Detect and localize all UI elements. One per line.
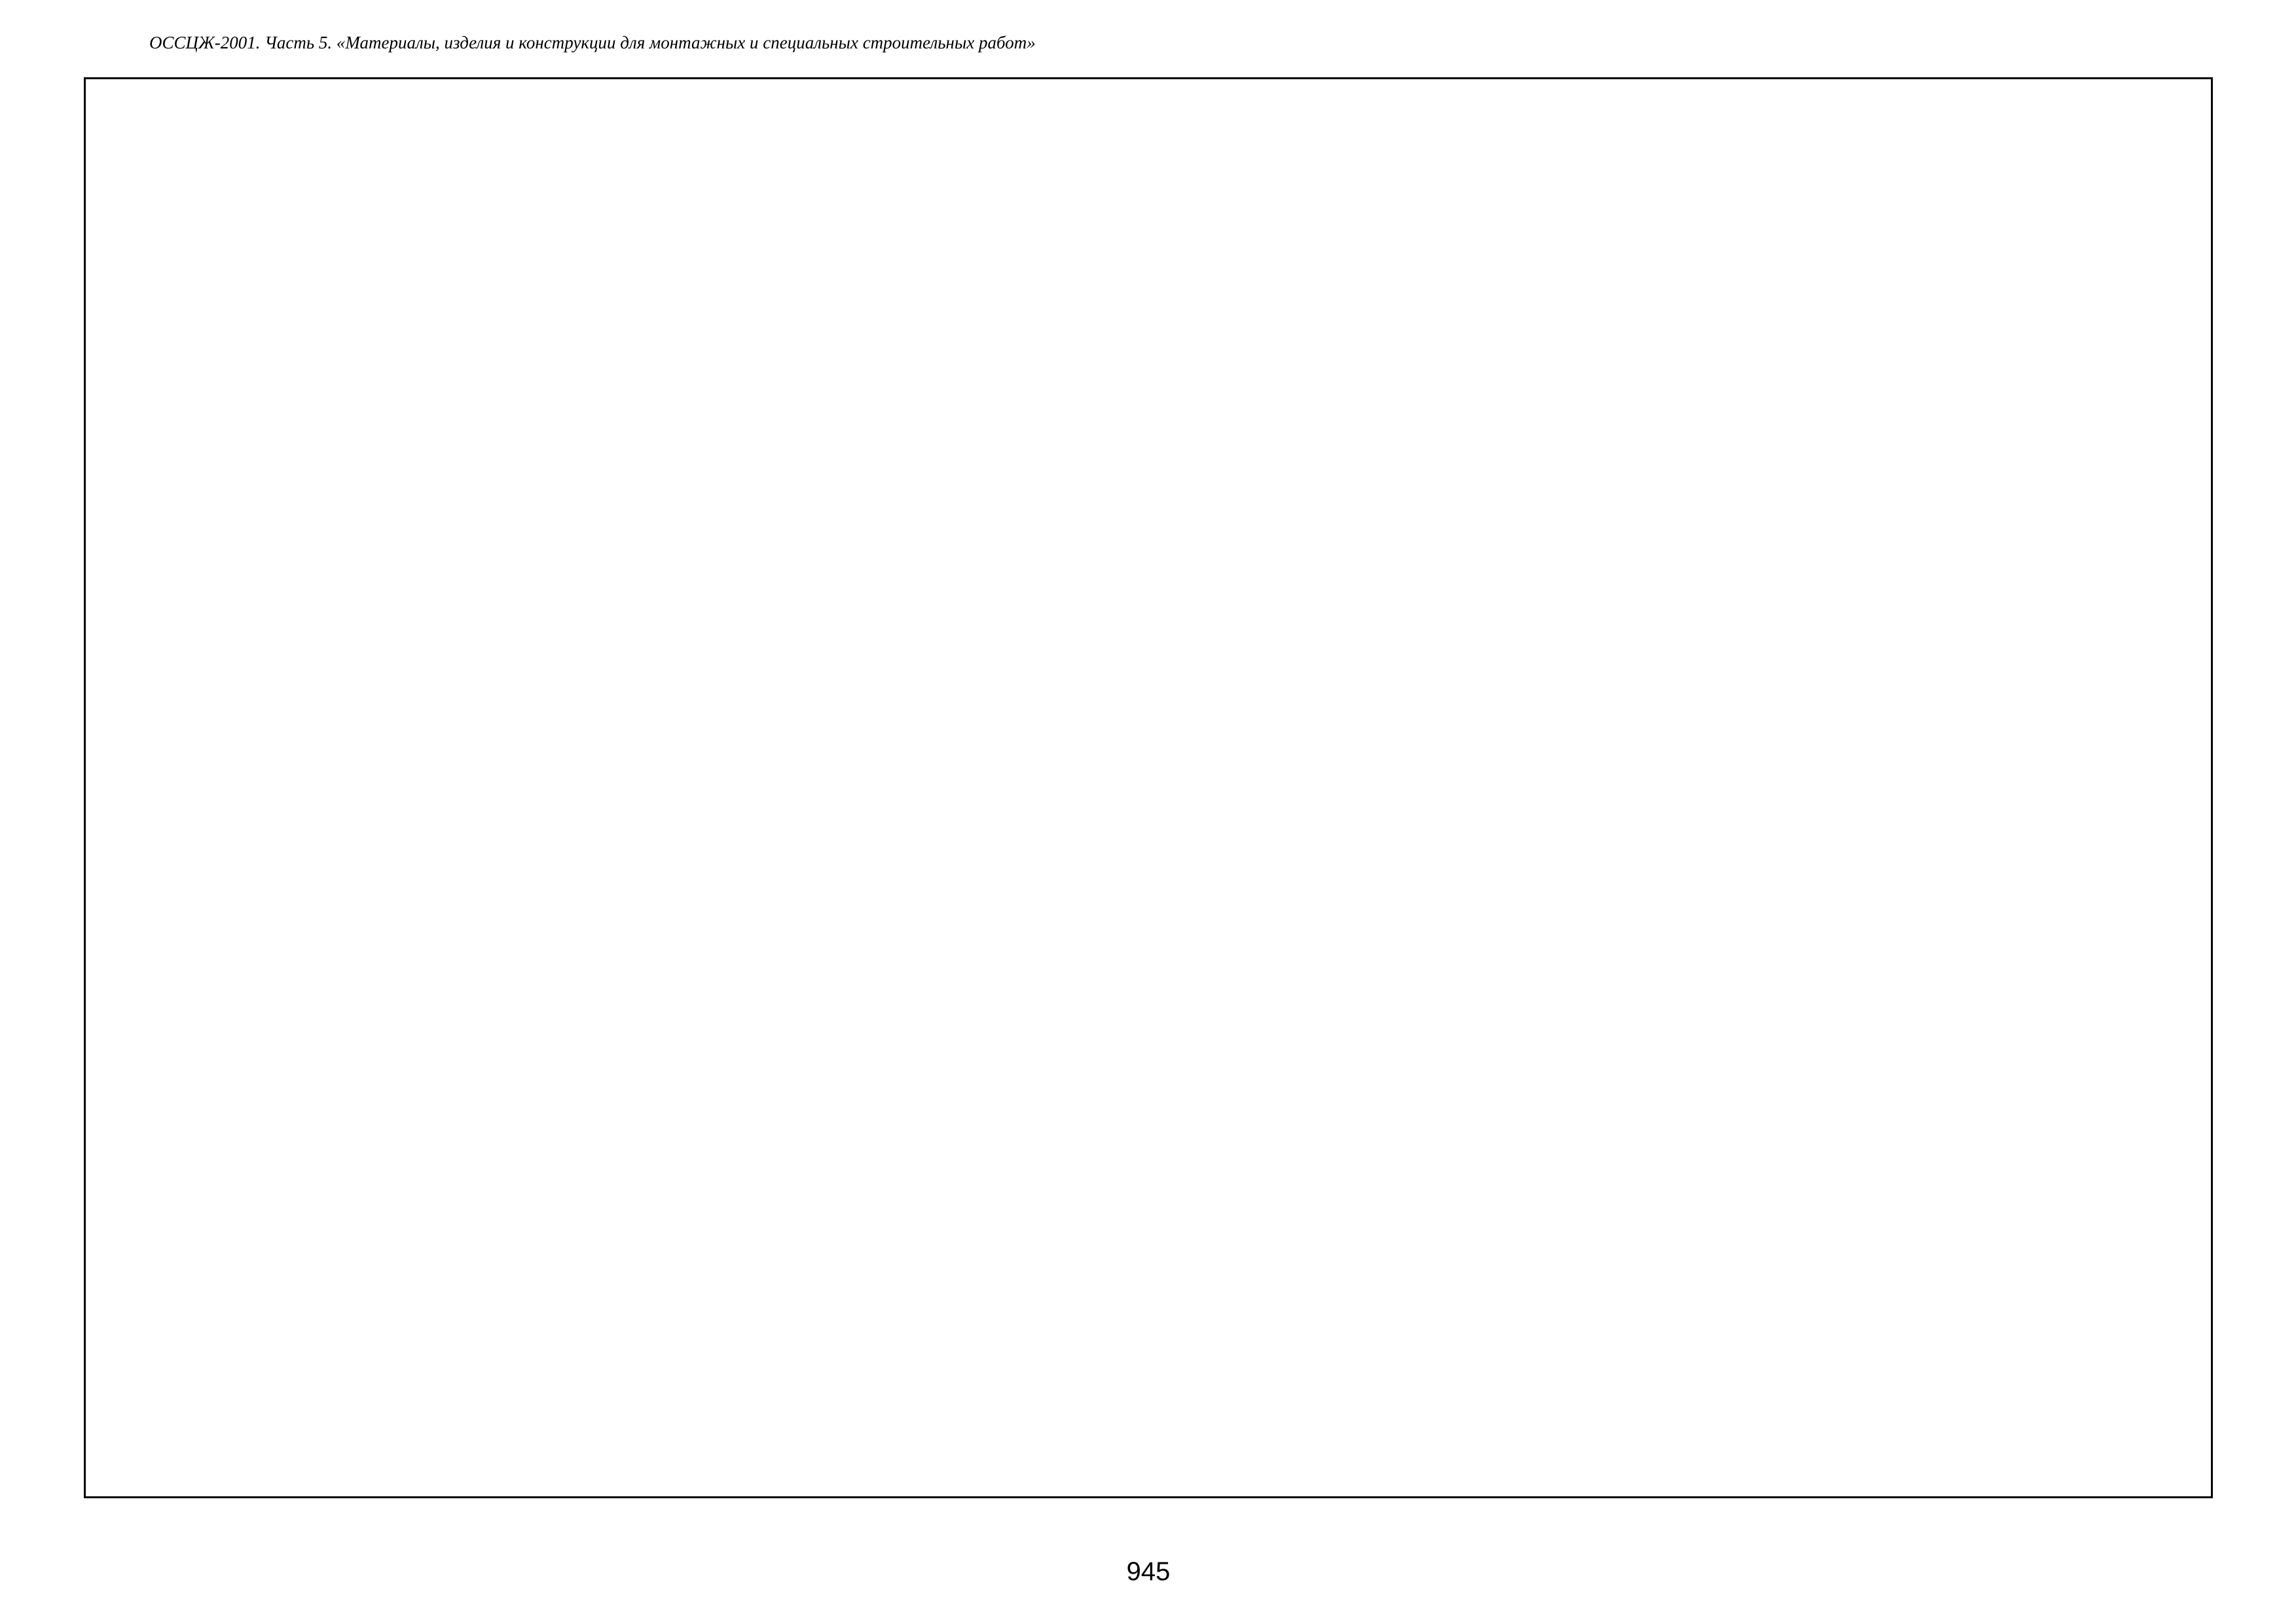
page-header: ОССЦЖ-2001. Часть 5. «Материалы, изделия и конструкции для монтажных и специальных строительных работ» — [149, 33, 1036, 52]
price-table-outline — [84, 77, 2213, 1498]
page-number: 945 — [1126, 1557, 1171, 1586]
